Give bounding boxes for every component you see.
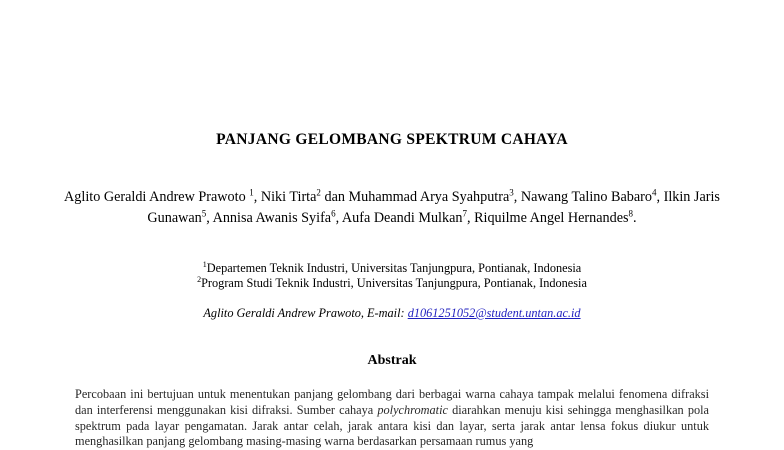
author-affiliation-marker: 7 — [462, 207, 467, 218]
affiliation-marker: 2 — [197, 274, 202, 284]
author-separator: , — [335, 209, 342, 226]
author-separator: dan — [320, 189, 349, 205]
author-separator: , — [253, 189, 261, 205]
author-name: Nawang Talino Babaro — [520, 189, 652, 205]
abstract-heading: Abstrak — [367, 353, 417, 368]
author-affiliation-marker: 1 — [249, 187, 254, 198]
author-separator: , — [513, 189, 521, 205]
email-link[interactable]: d1061251052@student.untan.ac.id — [407, 306, 581, 320]
author-name: Riquilme Angel Hernandes — [474, 209, 629, 226]
author-affiliation-marker: 8 — [628, 207, 634, 218]
affiliation-text: Program Studi Teknik Industri, Universitas Tanjungpura, Pontianak, Indonesia — [201, 276, 587, 290]
author-separator: . — [633, 209, 637, 226]
author-name: Ilkin Jaris Gunawan — [147, 189, 720, 226]
author-name: Aglito Geraldi Andrew Prawoto — [64, 189, 250, 205]
author-name: Niki Tirta — [260, 189, 317, 205]
author-affiliation-marker: 3 — [509, 187, 514, 198]
author-name: Aufa Deandi Mulkan — [341, 209, 463, 226]
author-separator: , — [466, 209, 475, 226]
author-separator: , — [206, 209, 213, 226]
abstract-text: Percobaan ini bertujuan untuk menentukan panjang gelombang dari berbagai warna cahaya tampak melalui fenomena difraksi dan interferensi menggunakan kisi difraksi. Sumber cahaya — [75, 387, 709, 417]
author-affiliation-marker: 6 — [331, 207, 336, 218]
author-affiliation-marker: 5 — [201, 207, 207, 218]
affiliation-2 — [0, 276, 784, 291]
abstract-text-continued: diarahkan menuju kisi sehingga menghasilkan pola spektrum pada layar pengamatan. Jarak antar celah, jarak antara kisi dan layar, serta jarak antar lensa fokus diukur untuk menghasilkan panjang gelombang masing-masing warna berdasarkan persamaan rumus yang — [75, 402, 709, 449]
corresponding-author — [0, 306, 784, 321]
author-list — [60, 187, 724, 228]
author-affiliation-marker: 4 — [652, 187, 657, 198]
affiliation-marker: 1 — [202, 259, 207, 269]
abstract-body — [75, 387, 709, 450]
corresponding-author-label: Aglito Geraldi Andrew Prawoto, E-mail: — [203, 306, 408, 320]
affiliation-1 — [0, 261, 784, 276]
paper-title: PANJANG GELOMBANG SPEKTRUM CAHAYA — [216, 131, 568, 148]
author-name: Annisa Awanis Syifa — [212, 209, 332, 226]
author-affiliation-marker: 2 — [316, 187, 321, 198]
affiliation-text: Departemen Teknik Industri, Universitas Tanjungpura, Pontianak, Indonesia — [206, 261, 582, 275]
author-separator: , — [656, 189, 664, 205]
author-name: Muhammad Arya Syahputra — [348, 189, 510, 205]
abstract-italic-term: polychromatic — [377, 402, 448, 417]
